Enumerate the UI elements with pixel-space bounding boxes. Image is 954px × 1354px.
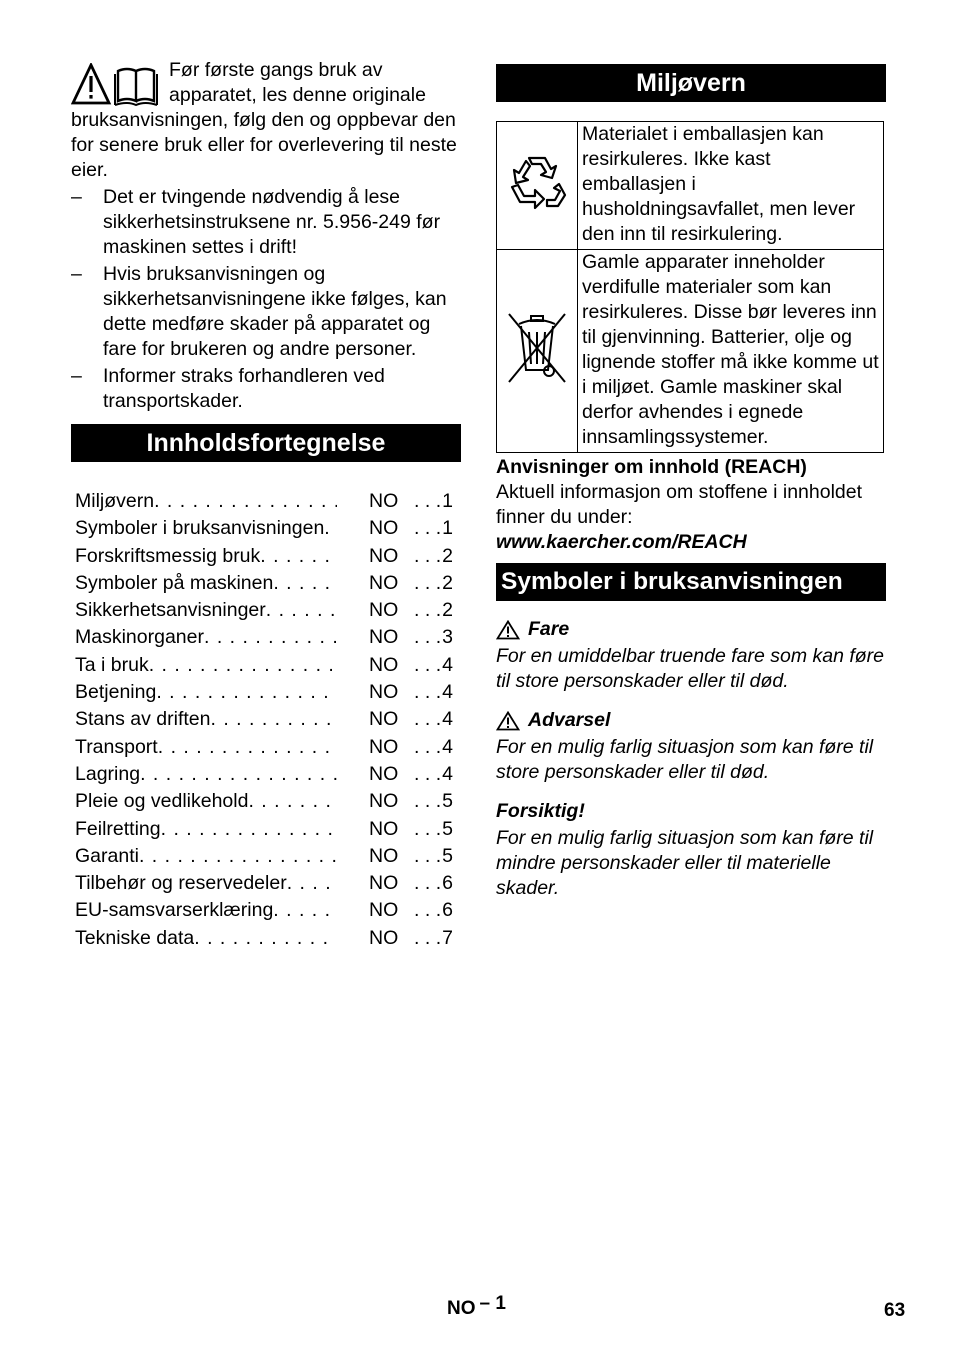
recycle-text: Materialet i emballasjen kan resirkuleres. Ikke kast emballasjen i husholdningsavfallet, men lever den inn til resirkulering. [578,122,884,250]
toc-entry-lang: NO [369,844,399,867]
toc-entry-title: Maskinorganer [75,626,204,649]
toc-leader [139,843,337,870]
toc-entry[interactable] [75,897,461,924]
bin-text: Gamle apparater inneholder verdifulle materialer som kan resirkuleres. Disse bør leveres inn til gjenvinning. Batterier, olje og lignende stoffer må ikke komme ut i miljøet. Gamle maskiner skal derfor avhendes i egnede innsamlingssystemer. [578,250,884,453]
toc-entry-lang: NO [369,490,399,512]
toc-entry-title: Lagring [75,762,141,785]
warning-heading [496,708,886,733]
toc-entry-page: . . . 4 [411,652,461,679]
toc-entry-title: EU-samsvarserklæring [75,899,274,922]
toc-entry[interactable] [75,488,461,515]
caution-heading [496,799,886,824]
toc-leader [248,788,337,815]
symbols-section [496,563,886,901]
bullet-item: – Informer straks forhandleren ved transportskader. [71,364,461,414]
toc-entry[interactable] [75,788,461,815]
warning-triangle-icon [496,711,520,731]
toc-entry-lang: NO [369,599,399,622]
toc-entry[interactable] [75,679,461,706]
toc-entry-page: . . . 2 [411,570,461,597]
toc-entry-lang: NO [369,571,399,594]
toc-entry-page: . . . 1 [411,515,461,542]
danger-text: For en umiddelbar truende fare som kan føre til store personskader eller til død. [496,645,885,692]
toc-entry[interactable] [75,543,461,570]
symbols-heading: Symboler i bruksanvisningen [496,563,886,601]
toc-entry-lang: NO [369,762,399,785]
toc-heading: Innholdsfortegnelse [71,424,461,462]
toc-entry-title: Feilretting [75,817,161,840]
toc-entry-title: Symboler i bruksanvisningen [75,517,325,540]
toc-entry[interactable] [75,515,461,542]
intro-bullets [71,185,461,414]
intro-text: Før første gangs bruk av apparatet, les denne originale bruksanvisningen, følg den og oppbevar den for senere bruk eller for overlevering til neste eier. [71,59,457,181]
table-row [497,250,884,453]
bullet-item: – Hvis bruksanvisningen og sikkerhetsanvisningene ikke følges, kan dette medføre skader på apparatet og fare for brukeren og andre personer. [71,262,461,362]
toc-entry-lang: NO [369,872,399,895]
toc-entry-page: . . . 7 [411,925,461,952]
toc-entry[interactable] [75,597,461,624]
toc-entry[interactable] [75,761,461,788]
warning-text: For en mulig farlig situasjon som kan føre til store personskader eller til død. [496,736,874,783]
danger-triangle-icon [496,620,520,640]
toc-leader [266,597,337,624]
toc-entry-page: . . . 4 [411,761,461,788]
toc-entry[interactable] [75,870,461,897]
caution-label: Forsiktig! [496,800,585,822]
intro-icons [71,63,161,107]
toc-leader [324,515,337,542]
bullet-item: – Det er tvingende nødvendig å lese sikkerhetsinstruksene nr. 5.956-249 før maskinen settes i drift! [71,185,461,260]
toc-entry-lang: NO [369,626,399,649]
environment-table [496,121,884,453]
toc-entry-lang: NO [369,926,399,949]
warning-label: Advarsel [528,709,611,731]
toc-entry-page: . . . 2 [411,543,461,570]
toc-entry-lang: NO [369,708,399,731]
toc-leader [158,734,337,761]
toc-entry-page: . . . 2 [411,597,461,624]
left-column [71,58,461,952]
caution-text: For en mulig farlig situasjon som kan føre til mindre personskader eller til materielle skader. [496,827,874,899]
toc-entry-page: . . . 5 [411,788,461,815]
toc-entry[interactable] [75,652,461,679]
toc-entry-title: Transport [75,735,158,758]
recycle-cell [497,122,578,250]
toc-entry-lang: NO [369,735,399,758]
footer-lang [447,1293,506,1321]
toc-entry-lang: NO [369,790,399,813]
environment-heading: Miljøvern [496,64,886,102]
toc-entry-page: . . . 4 [411,679,461,706]
right-column [496,64,886,901]
intro-section [71,58,461,414]
toc-entry-page: . . . 5 [411,843,461,870]
bin-cell [497,250,578,453]
toc-entry-title: Sikkerhetsanvisninger [75,599,266,622]
toc-entry-lang: NO [369,817,399,840]
toc-leader [140,761,337,788]
toc-entry-page: . . . 6 [411,897,461,924]
toc-entry[interactable] [75,624,461,651]
toc-entry-title: Tekniske data [75,926,195,949]
toc-entry-title: Forskriftsmessig bruk [75,544,261,567]
reach-url[interactable]: www.kaercher.com/REACH [496,531,747,553]
crossed-bin-icon [504,308,570,388]
page-number: 63 [884,1300,906,1321]
table-row [497,122,884,250]
toc-entry-title: Tilbehør og reservedeler [75,872,287,895]
toc-entry-title: Ta i bruk [75,653,149,676]
toc-entry[interactable] [75,706,461,733]
reach-text: Aktuell informasjon om stoffene i innholdet finner du under: [496,481,863,528]
toc-entry-title: Miljøvern [75,490,155,512]
toc-entry-page: . . . 5 [411,816,461,843]
toc-entry-title: Betjening [75,681,157,704]
toc-entry-title: Symboler på maskinen [75,571,274,594]
toc-entry-page: . . . 4 [411,734,461,761]
toc-entry[interactable] [75,816,461,843]
toc-entry[interactable] [75,843,461,870]
warning-book-icon [71,63,161,107]
footer-lang-code: NO [447,1298,476,1319]
toc-leader [273,897,337,924]
toc-entry[interactable] [75,925,461,952]
toc-leader [260,543,337,570]
toc-entry-lang: NO [369,544,399,567]
toc-leader [194,925,337,952]
danger-heading [496,617,886,642]
toc-entry-title: Pleie og vedlikehold [75,790,249,813]
reach-title: Anvisninger om innhold (REACH) [496,456,807,478]
toc-entry-page: . . . 6 [411,870,461,897]
toc-entry[interactable] [75,570,461,597]
toc-leader [161,816,337,843]
toc-leader [154,488,337,515]
toc-entry-page: . . . 1 [411,488,461,515]
toc-entry-lang: NO [369,899,399,922]
toc-leader [156,679,337,706]
toc-entry-lang: NO [369,653,399,676]
toc-entry-page: . . . 3 [411,624,461,651]
footer-dash-num: – 1 [479,1293,506,1314]
toc-leader [273,570,337,597]
toc-leader [211,706,338,733]
danger-label: Fare [528,618,570,640]
toc-entry[interactable] [75,734,461,761]
toc-leader [149,652,337,679]
recycle-icon [499,144,575,220]
toc-entry-page: . . . 4 [411,706,461,733]
toc-entry-title: Stans av driften [75,708,211,731]
toc-leader [204,624,337,651]
toc-entry-lang: NO [369,517,399,540]
toc-leader [287,870,337,897]
toc-entry-title: Garanti [75,844,139,867]
toc-entry-lang: NO [369,681,399,704]
toc-list [71,488,461,952]
